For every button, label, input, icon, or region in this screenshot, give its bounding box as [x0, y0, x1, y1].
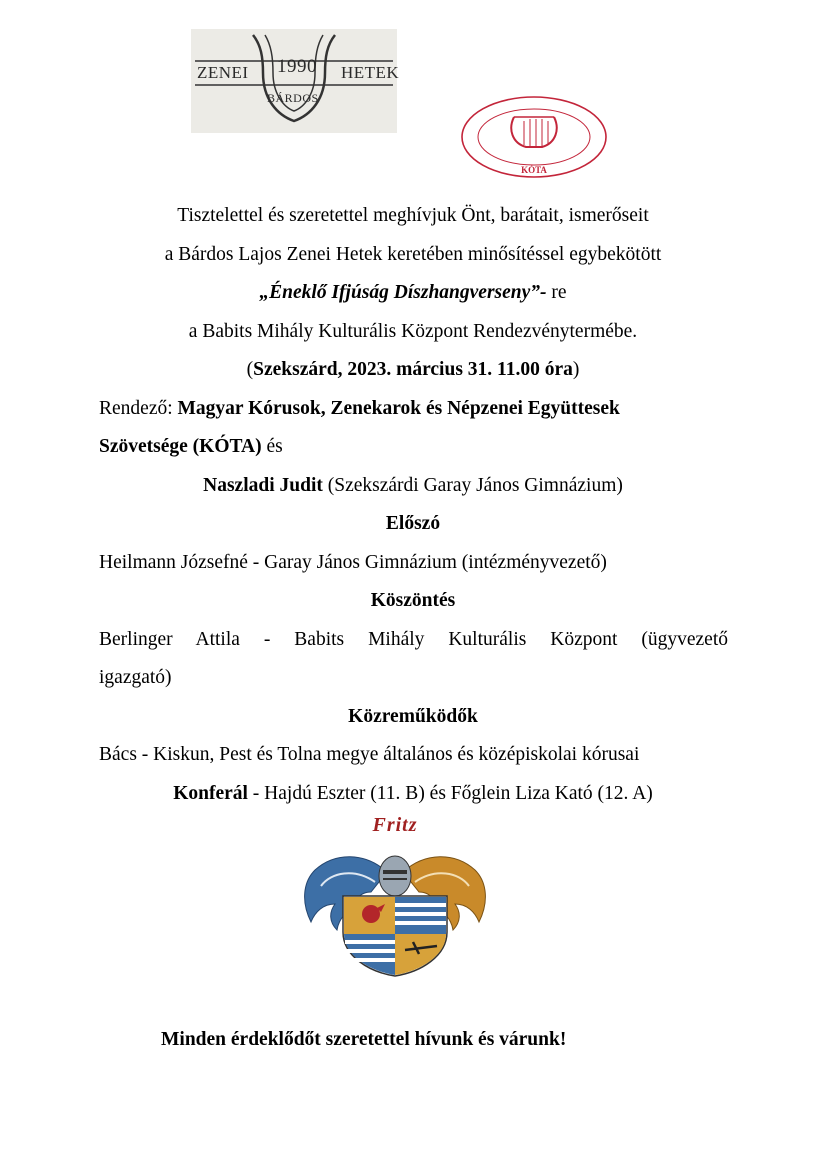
fritz-crest — [295, 812, 495, 984]
concert-title: „Éneklő Ifjúság Díszhangverseny”- — [259, 282, 547, 303]
organizer-label: Rendező: — [99, 398, 178, 419]
eloszo-heading: Előszó — [385, 513, 441, 534]
bardos-word: BÁRDOS — [267, 91, 319, 105]
organizer-person: Naszladi Judit — [203, 475, 323, 496]
year-1990: 1990 — [277, 56, 317, 77]
konferal-label: Konferál — [173, 783, 248, 804]
organizer-line-2: Szövetsége (KÓTA) és — [99, 436, 283, 457]
kozremukodok-text: Bács - Kiskun, Pest és Tolna megye általános és középiskolai kórusai — [99, 744, 640, 765]
hetek-word: HETEK — [341, 63, 400, 82]
invitation-line-2: a Bárdos Lajos Zenei Hetek keretében minősítéssel egybekötött — [164, 244, 662, 265]
kozremukodok-heading: Közreműködők — [348, 706, 478, 727]
konferal-text: - Hajdú Eszter (11. B) és Főglein Liza Kató (12. A) — [247, 783, 653, 804]
closing-line: Minden érdeklődőt szeretettel hívunk és várunk! — [161, 1029, 567, 1050]
venue-line: a Babits Mihály Kulturális Központ Rendezvénytermébe. — [188, 321, 638, 342]
organizer-line-1 — [99, 397, 620, 421]
konferal-line — [0, 782, 826, 806]
coat-of-arms-icon — [295, 812, 495, 984]
concert-title-suffix: re — [546, 282, 567, 303]
zenei-hetek-logo — [191, 29, 400, 133]
concert-title-line — [0, 281, 826, 305]
organizer-org: Magyar Kórusok, Zenekarok és Népzenei Együttesek — [177, 398, 620, 419]
kota-abbr: KÓTA — [521, 165, 547, 175]
organizer-org-2: Szövetsége (KÓTA) — [99, 436, 262, 457]
date-time: Szekszárd, 2023. március 31. 11.00 óra — [253, 359, 573, 380]
kota-logo — [458, 95, 610, 185]
eloszo-text: Heilmann Józsefné - Garay János Gimnázium (intézményvezető) — [99, 552, 607, 573]
koszontes-text-2: igazgató) — [99, 667, 172, 688]
zenei-word: ZENEI — [197, 63, 249, 82]
date-line: (Szekszárd, 2023. március 31. 11.00 óra) — [246, 359, 580, 380]
koszontes-heading: Köszöntés — [370, 590, 456, 611]
invitation-line-1: Tisztelettel és szeretettel meghívjuk Önt, barátait, ismerőseit — [177, 205, 649, 226]
koszontes-text-1: Berlinger Attila - Babits Mihály Kulturális Központ (ügyvezető — [99, 629, 728, 650]
fritz-title: Fritz — [372, 814, 418, 836]
organizer-person-affiliation: (Szekszárdi Garay János Gimnázium) — [322, 475, 623, 496]
organizer-person-line — [0, 474, 826, 498]
